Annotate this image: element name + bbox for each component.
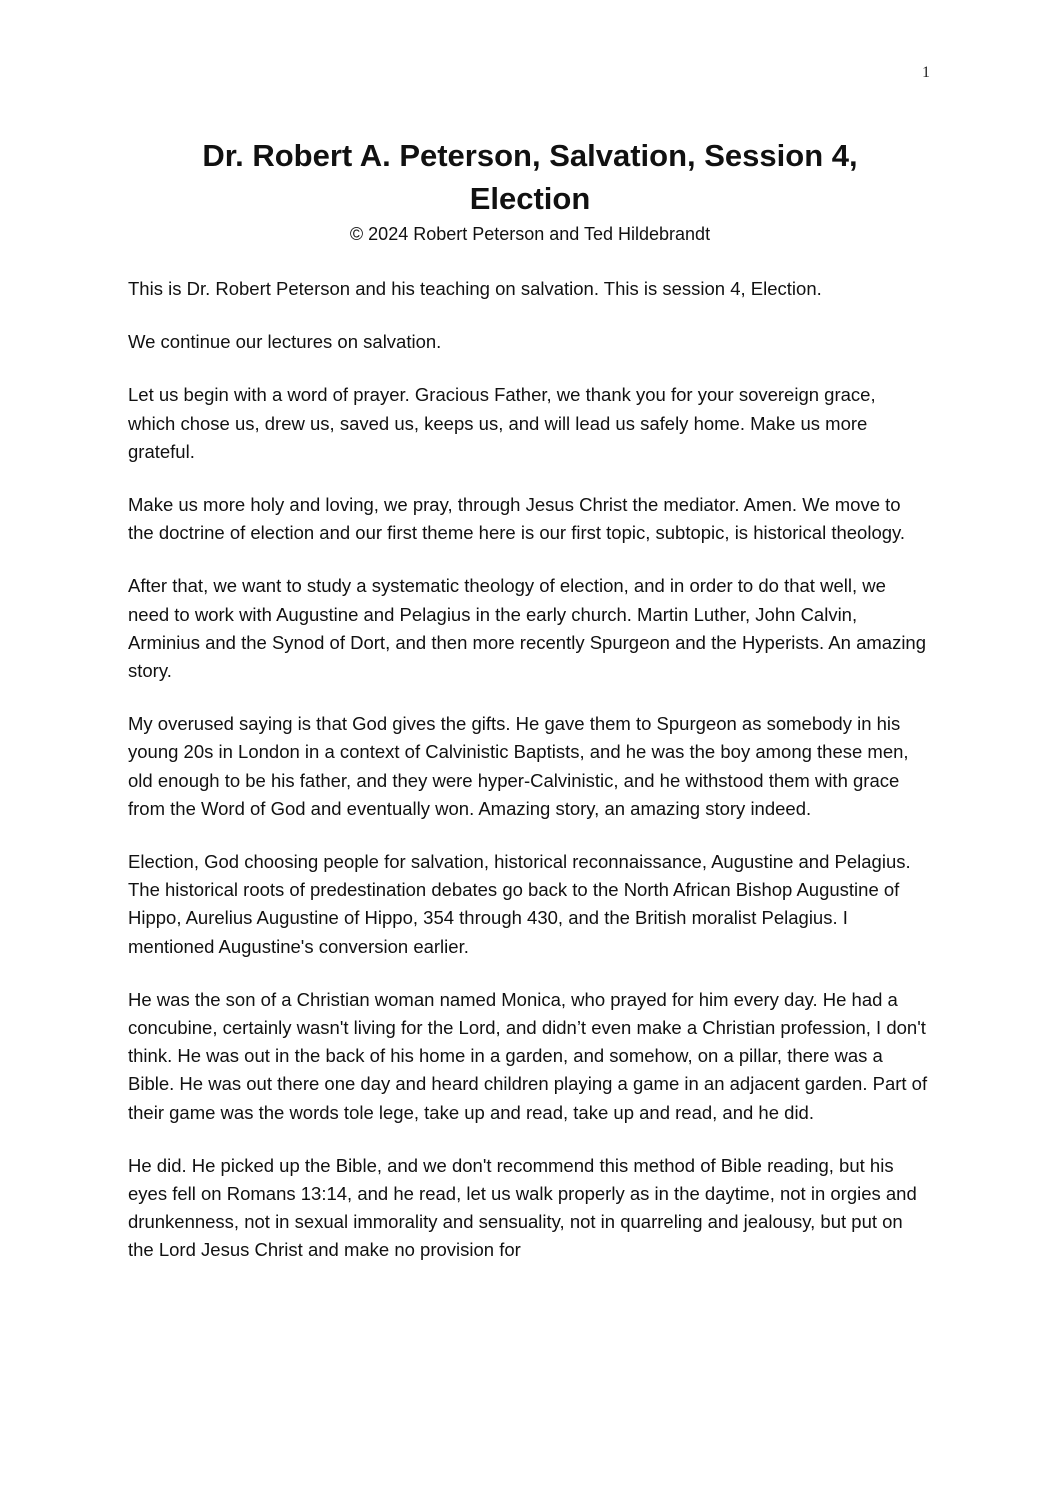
paragraph: Make us more holy and loving, we pray, through Jesus Christ the mediator. Amen. We move to the doctrine of election and our first theme here is our first topic, subtopic, is historical theology. [128, 494, 906, 544]
paragraph: After that, we want to study a systematic theology of election, and in order to do that well, we need to work with Augustine and Pelagius in the early church. Martin Luther, John Calvin, Arminius and the Synod of Dort, and then more recently Spurgeon and the Hyperists. An amazing story. [128, 575, 927, 682]
document-body [128, 275, 928, 1290]
paragraph: We continue our lectures on salvation. [128, 331, 442, 353]
paragraph: He did. He picked up the Bible, and we don't recommend this method of Bible reading, but his eyes fell on Romans 13:14, and he read, let us walk properly as in the daytime, not in orgies and drunkenness, not in sexual immorality and sensuality, not in quarreling and jealousy, but put on the Lord Jesus Christ and make no provision for [128, 1154, 917, 1261]
page-number: 1 [922, 64, 930, 81]
paragraph: Let us begin with a word of prayer. Gracious Father, we thank you for your sovereign grace, which chose us, drew us, saved us, keeps us, and will lead us safely home. Make us more grateful. [128, 384, 876, 462]
document-title: Dr. Robert A. Peterson, Salvation, Session 4, Election [202, 138, 858, 216]
paragraph: This is Dr. Robert Peterson and his teaching on salvation. This is session 4, Election. [128, 278, 822, 299]
copyright-line: © 2024 Robert Peterson and Ted Hildebrandt [349, 224, 711, 244]
paragraph: Election, God choosing people for salvation, historical reconnaissance, Augustine and Pelagius. The historical roots of predestination debates go back to the North African Bishop Augustine of Hippo, Aurelius Augustine of Hippo, 354 through 430, and the British moralist Pelagius. I mentioned Augustine's conversion earlier. [128, 851, 911, 957]
paragraph: My overused saying is that God gives the gifts. He gave them to Spurgeon as somebody in his young 20s in London in a context of Calvinistic Baptists, and he was the boy among these men, old enough to be his father, and they were hyper-Calvinistic, and he withstood them with grace from the Word of God and eventually won. Amazing story, an amazing story indeed. [128, 713, 909, 819]
paragraph: He was the son of a Christian woman named Monica, who prayed for him every day. He had a concubine, certainly wasn't living for the Lord, and didn’t even make a Christian profession, I don't think. He was out in the back of his home in a garden, and somehow, on a pillar, there was a Bible. He was out there one day and heard children playing a game in an adjacent garden. Part of their game was the words tole lege, take up and read, take up and read, and he did. [128, 988, 928, 1123]
